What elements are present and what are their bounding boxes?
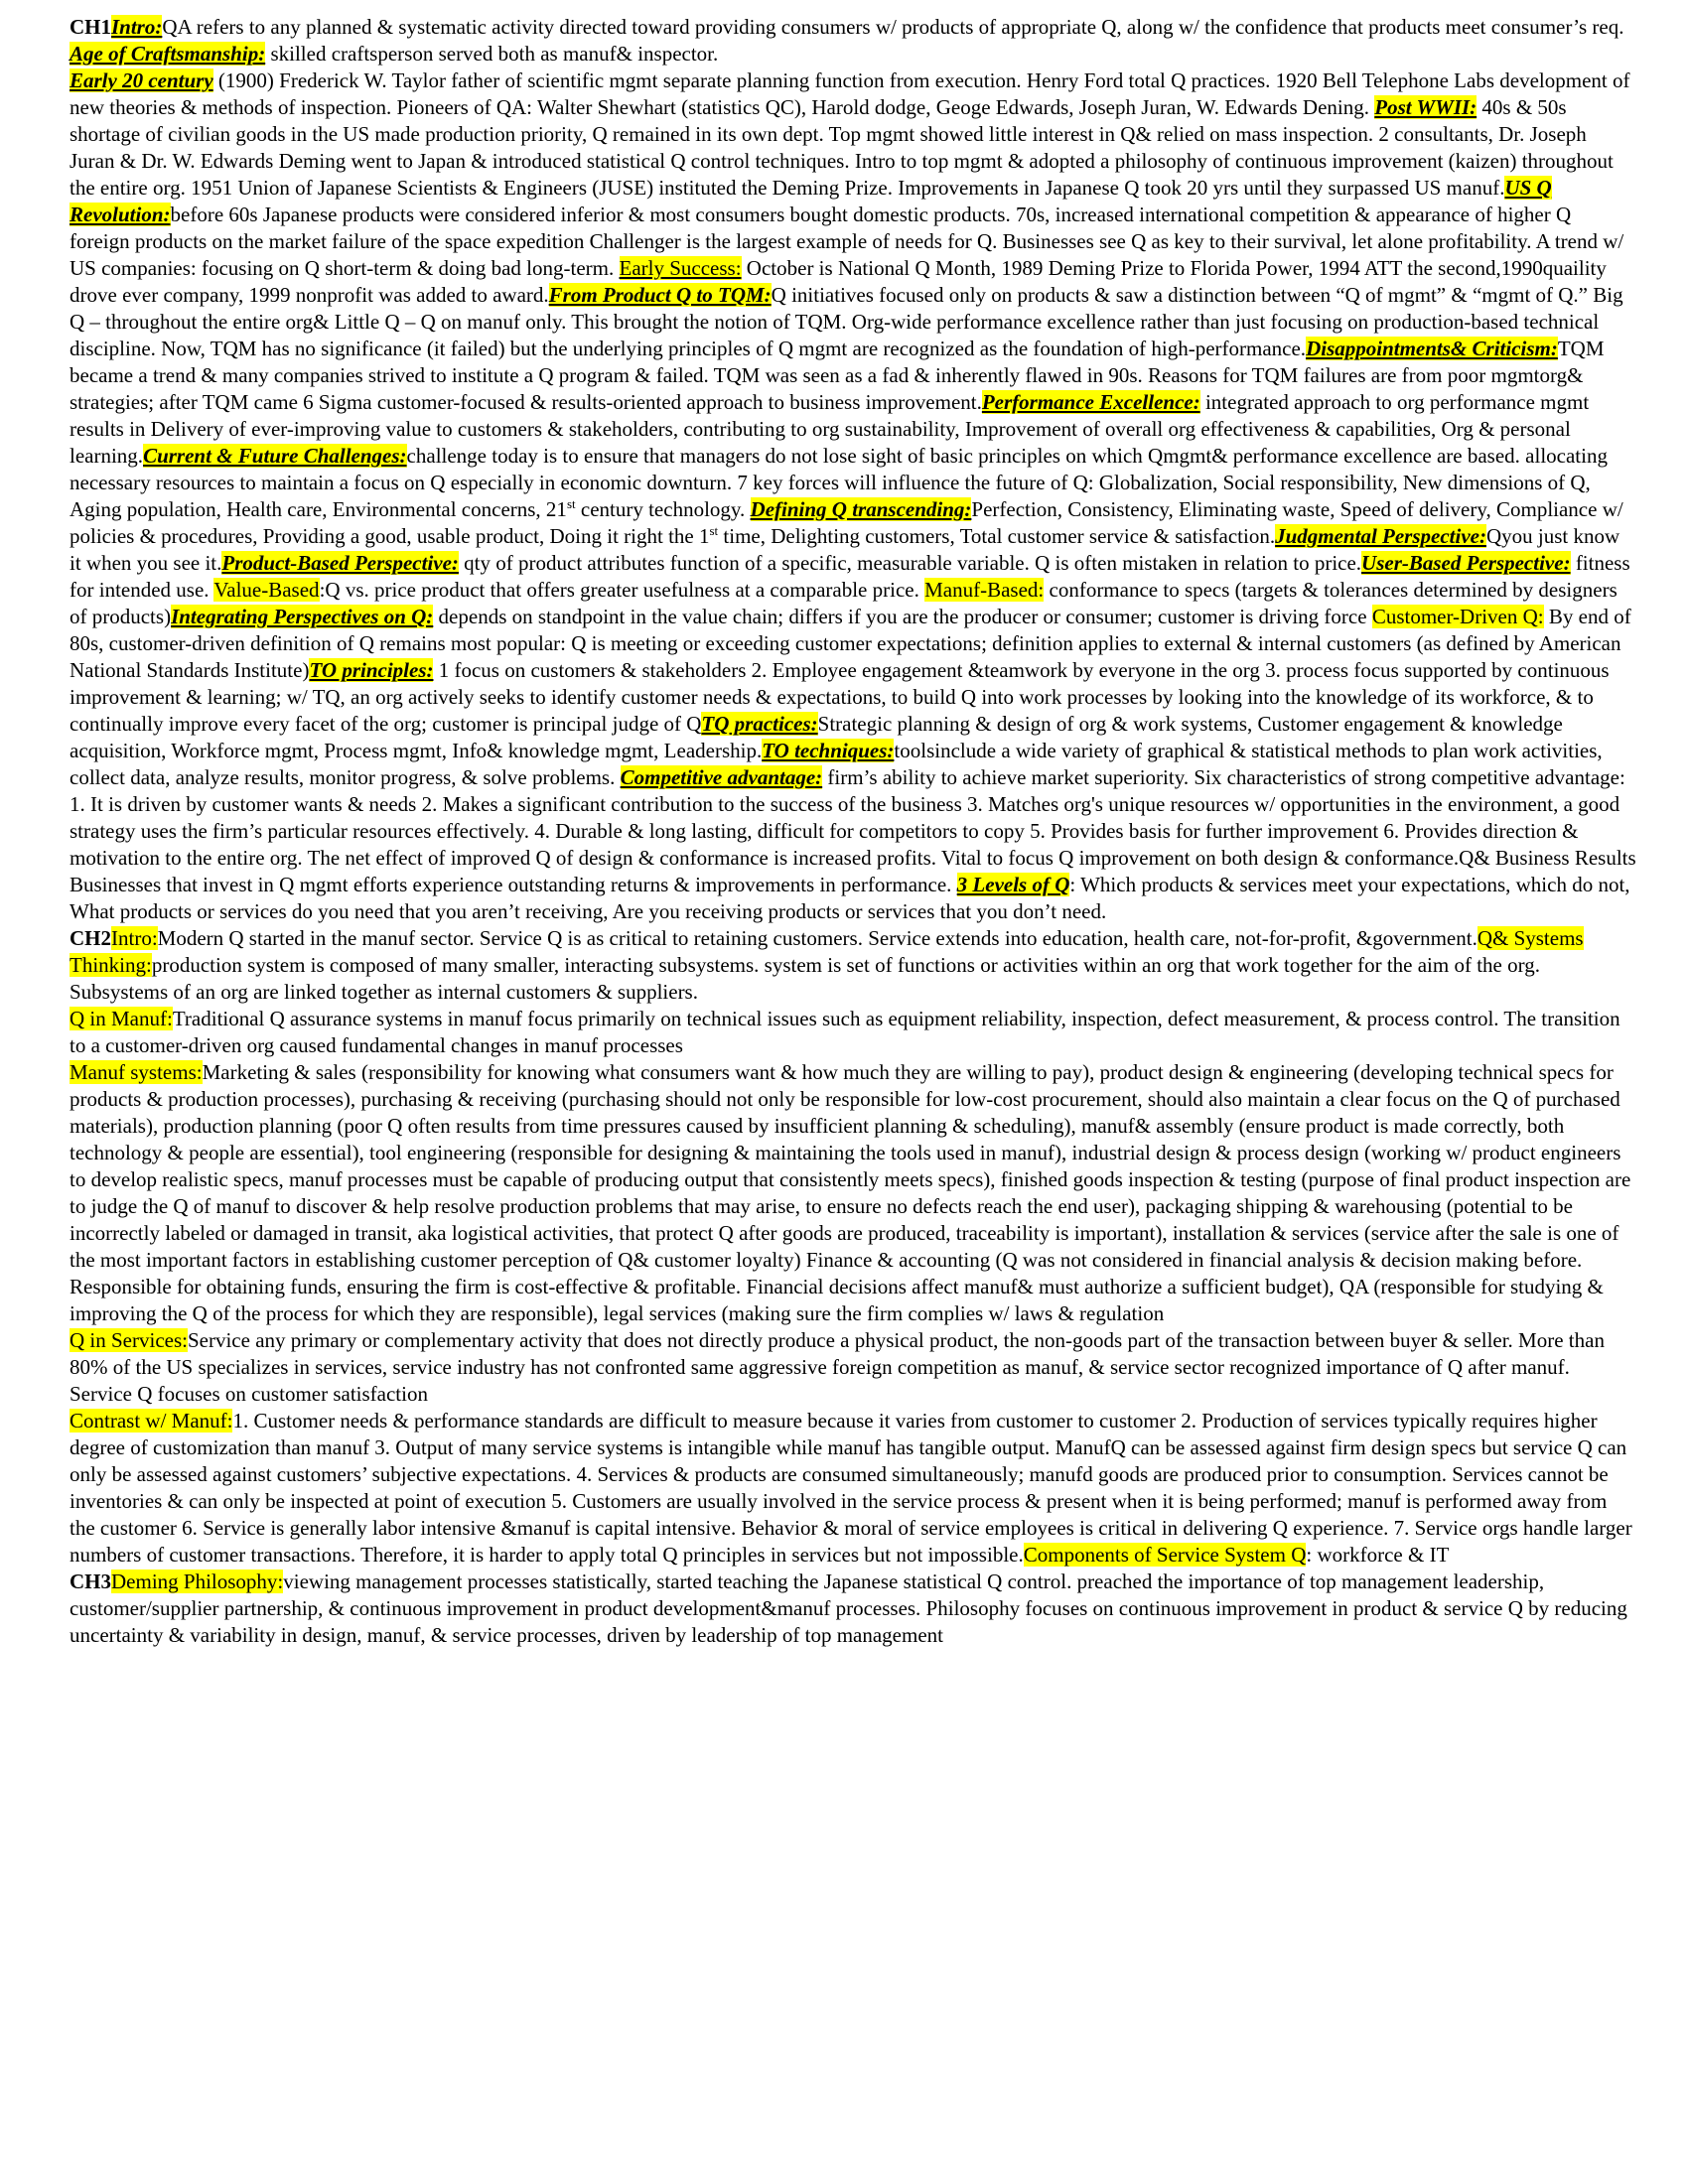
body-text: conformance to specs (targets & tolerances determined by designers of products) bbox=[70, 578, 1618, 628]
highlighted-term: From Product Q to TQM: bbox=[548, 283, 772, 307]
body-text: 1. Customer needs & performance standards are difficult to measure because it varies from customer to customer 2. Production of services typically requires higher degree of customization than manuf 3. Output of many service systems is intangible while manuf has tangible output. ManufQ can be assessed against firm design specs but service Q can only be assessed against customers’ subjective expectations. 4. Services & products are consumed simultaneously; manufd goods are produced prior to consumption. Services cannot be inventories & can only be inspected at point of execution 5. Customers are usually involved in the service process & present when it is being performed; manuf is performed away from the customer 6. Service is generally labor intensive &manuf is capital intensive. Behavior & moral of service employees is critical in delivering Q experience. 7. Service orgs handle larger numbers of customer transactions. Therefore, it is harder to apply total Q principles in services but not impossible. bbox=[70, 1409, 1632, 1567]
body-text: integrated approach to org performance mgmt results in Delivery of ever-improving value to customers & stakeholders, contributing to org sustainability, Improvement of overall org effectiveness & capabilities, Org & personal learning. bbox=[70, 390, 1590, 468]
body-text: firm’s ability to achieve market superiority. Six characteristics of strong competitive advantage: 1. It is driven by customer wants & needs 2. Makes a significant contribution to the success of the business 3. Matches org's unique resources w/ opportunities in the environment, a good strategy uses the firm’s particular resources effectively. 4. Durable & long lasting, difficult for competitors to copy 5. Provides basis for further improvement 6. Provides direction & motivation to the entire org. The net effect of improved Q of design & conformance is increased profits. Vital to focus Q improvement on both design & conformance.Q& Business Results Businesses that invest in Q mgmt efforts experience outstanding returns & improvements in performance. bbox=[70, 765, 1636, 896]
highlighted-term: Customer-Driven Q: bbox=[1371, 605, 1544, 628]
body-text: qty of product attributes function of a specific, measurable variable. Q is often mistaken in relation to price. bbox=[458, 551, 1362, 575]
highlighted-term: Post WWII: bbox=[1374, 95, 1477, 119]
body-text: Perfection, Consistency, Eliminating waste, Speed of delivery, Compliance w/ policies & procedures, Providing a good, usable product, Doing it right the 1 bbox=[70, 497, 1623, 548]
highlighted-term: Contrast w/ Manuf: bbox=[70, 1409, 233, 1433]
paragraphs-container bbox=[70, 14, 1636, 1649]
highlighted-term: Product-Based Perspective: bbox=[221, 551, 459, 575]
body-text: century technology. bbox=[575, 497, 751, 521]
highlighted-term: Early Success: bbox=[619, 256, 742, 280]
highlighted-term: Competitive advantage: bbox=[620, 765, 823, 789]
body-text: QA refers to any planned & systematic activity directed toward providing consumers w/ products of appropriate Q, along w/ the confidence that products meet consumer’s req. bbox=[162, 15, 1624, 39]
highlighted-term: Early 20 century bbox=[70, 68, 213, 92]
paragraph bbox=[70, 1569, 1636, 1649]
highlighted-term: Disappointments& Criticism: bbox=[1306, 337, 1558, 360]
highlighted-term: Age of Craftsmanship: bbox=[70, 42, 266, 66]
body-text: : Which products & services meet your expectations, which do not, What products or services do you need that you aren’t receiving, Are you receiving products or services that you don’t need. bbox=[70, 873, 1630, 923]
body-text: challenge today is to ensure that managers do not lose sight of basic principles on which Qmgmt& performance excellence are based. allocating necessary resources to maintain a focus on Q especially in economic downturn. 7 key forces will influence the future of Q: Globalization, Social responsibility, New dimensions of Q, Aging population, Health care, Environmental concerns, 21 bbox=[70, 444, 1608, 521]
body-text: fitness for intended use. bbox=[70, 551, 1630, 602]
body-text: :Q vs. price product that offers greater usefulness at a comparable price. bbox=[319, 578, 925, 602]
body-text: October is National Q Month, 1989 Deming Prize to Florida Power, 1994 ATT the second,1990quaility drove ever company, 1999 nonprofit was added to award. bbox=[70, 256, 1607, 307]
highlighted-term: Q& Systems Thinking: bbox=[70, 926, 1584, 977]
body-text: 1 focus on customers & stakeholders 2. Employee engagement &teamwork by everyone in the org 3. process focus supported by continuous improvement & learning; w/ TQ, an org actively seeks to identify customer needs & expectations, to build Q into work processes by looking into the knowledge of its workforce, & to continually improve every facet of the org; customer is principal judge of Q bbox=[70, 658, 1610, 736]
highlighted-term: US Q Revolution: bbox=[70, 176, 1552, 226]
highlighted-term: TQ practices: bbox=[701, 712, 818, 736]
highlighted-term: Manuf-Based: bbox=[924, 578, 1045, 602]
highlighted-term: User-Based Perspective: bbox=[1361, 551, 1571, 575]
highlighted-term: Components of Service System Q bbox=[1023, 1543, 1307, 1567]
chapter-label: CH2 bbox=[70, 926, 111, 950]
paragraph bbox=[70, 1059, 1636, 1327]
body-text: production system is composed of many smaller, interacting subsystems. system is set of functions or activities within an org that work together for the aim of the org. Subsystems of an org are linked together as internal customers & suppliers. bbox=[70, 953, 1540, 1004]
highlighted-term: Manuf systems: bbox=[70, 1060, 203, 1084]
body-text: Traditional Q assurance systems in manuf focus primarily on technical issues such as equipment reliability, inspection, defect measurement, & process control. The transition to a customer-driven org caused fundamental changes in manuf processes bbox=[70, 1007, 1620, 1057]
highlighted-term: Q in Manuf: bbox=[70, 1007, 173, 1030]
superscript-text: st bbox=[709, 523, 719, 538]
body-text: (1900) Frederick W. Taylor father of scientific mgmt separate planning function from execution. Henry Ford total Q practices. 1920 Bell Telephone Labs development of new theories & methods of inspection. Pioneers of QA: Walter Shewhart (statistics QC), Harold dodge, Geoge Edwards, Joseph Juran, W. Edwards Dening. bbox=[70, 68, 1630, 119]
superscript-text: st bbox=[566, 496, 576, 511]
body-text: Service any primary or complementary activity that does not directly produce a physical product, the non-goods part of the transaction between buyer & seller. More than 80% of the US specializes in services, service industry has not confronted same aggressive foreign competition as manuf, & service sector recognized importance of Q after manuf. Service Q focuses on customer satisfaction bbox=[70, 1328, 1605, 1406]
body-text: 40s & 50s shortage of civilian goods in the US made production priority, Q remained in its own dept. Top mgmt showed little interest in Q& relied on mass inspection. 2 consultants, Dr. Joseph Juran & Dr. W. Edwards Deming went to Japan & introduced statistical Q control techniques. Intro to top mgmt & adopted a philosophy of continuous improvement (kaizen) throughout the entire org. 1951 Union of Japanese Scientists & Engineers (JUSE) instituted the Deming Prize. Improvements in Japanese Q took 20 yrs until they surpassed US manuf. bbox=[70, 95, 1614, 200]
paragraph bbox=[70, 1408, 1636, 1569]
body-text: viewing management processes statistically, started teaching the Japanese statistical Q control. preached the importance of top management leadership, customer/supplier partnership, & continuous improvement in product development&manuf processes. Philosophy focuses on continuous improvement in product & service Q by reducing uncertainty & variability in design, manuf, & service processes, driven by leadership of top management bbox=[70, 1570, 1627, 1647]
highlighted-term: TO techniques: bbox=[762, 739, 895, 762]
body-text: Strategic planning & design of org & work systems, Customer engagement & knowledge acquisition, Workforce mgmt, Process mgmt, Info& knowledge mgmt, Leadership. bbox=[70, 712, 1563, 762]
highlighted-term: Performance Excellence: bbox=[981, 390, 1200, 414]
highlighted-term: Integrating Perspectives on Q: bbox=[171, 605, 434, 628]
paragraph bbox=[70, 1327, 1636, 1408]
paragraph bbox=[70, 1006, 1636, 1059]
highlighted-term: Judgmental Perspective: bbox=[1275, 524, 1486, 548]
body-text: : workforce & IT bbox=[1306, 1543, 1450, 1567]
paragraph bbox=[70, 14, 1636, 68]
paragraph bbox=[70, 925, 1636, 1006]
body-text: toolsinclude a wide variety of graphical & statistical methods to plan work activities, collect data, analyze results, monitor progress, & solve problems. bbox=[70, 739, 1603, 789]
body-text: skilled craftsperson served both as manuf& inspector. bbox=[265, 42, 719, 66]
chapter-label: CH3 bbox=[70, 1570, 111, 1593]
highlighted-term: Value-Based bbox=[213, 578, 320, 602]
highlighted-term: Defining Q transcending: bbox=[750, 497, 972, 521]
body-text: depends on standpoint in the value chain; differs if you are the producer or consumer; customer is driving force bbox=[433, 605, 1372, 628]
body-text: Marketing & sales (responsibility for knowing what consumers want & how much they are willing to pay), product design & engineering (developing technical specs for products & production processes), purchasing & receiving (purchasing should not only be responsible for low-cost procurement, should also maintain a clear focus on the Q of purchased materials), production planning (poor Q often results from time pressures caused by insufficient planning & scheduling), manuf& assembly (ensure product is made correctly, both technology & people are essential), tool engineering (responsible for designing & maintaining the tools used in manuf), industrial design & process design (working w/ product engineers to develop realistic specs, manuf processes must be capable of producing output that consistently meets specs), finished goods inspection & testing (purpose of final product inspection are to judge the Q of manuf to discover & help resolve production problems that may arise, to ensure no defects reach the end user), packaging shipping & warehousing (potential to be incorrectly labeled or damaged in transit, aka logistical activities, that protect Q after goods are produced, traceability is important), installation & services (service after the sale is one of the most important factors in establishing customer perception of Q& customer loyalty) Finance & accounting (Q was not considered in financial analysis & decision making before. Responsible for obtaining funds, ensuring the firm is cost-effective & profitable. Financial decisions affect manuf& must authorize a sufficient budget), QA (responsible for studying & improving the Q of the process for which they are responsible), legal services (making sure the firm complies w/ laws & regulation bbox=[70, 1060, 1631, 1325]
chapter-label: CH1 bbox=[70, 15, 111, 39]
paragraph bbox=[70, 68, 1636, 925]
body-text: Qyou just know it when you see it. bbox=[70, 524, 1620, 575]
body-text: TQM became a trend & many companies strived to institute a Q program & failed. TQM was seen as a fad & inherently flawed in 90s. Reasons for TQM failures are from poor mgmtorg& strategies; after TQM came 6 Sigma customer-focused & results-oriented approach to business improvement. bbox=[70, 337, 1605, 414]
highlighted-term: 3 Levels of Q bbox=[956, 873, 1070, 896]
highlighted-term: TO principles: bbox=[309, 658, 434, 682]
highlighted-term: Intro: bbox=[111, 15, 163, 39]
body-text: Modern Q started in the manuf sector. Service Q is as critical to retaining customers. Service extends into education, health care, not-for-profit, &government. bbox=[157, 926, 1477, 950]
highlighted-term: Q in Services: bbox=[70, 1328, 188, 1352]
body-text: Q initiatives focused only on products & saw a distinction between “Q of mgmt” & “mgmt of Q.” Big Q – throughout the entire org& Little Q – Q on manuf only. This brought the notion of TQM. Org-wide performance excellence rather than just focusing on production-based technical discipline. Now, TQM has no significance (it failed) but the underlying principles of Q mgmt are recognized as the foundation of high-performance. bbox=[70, 283, 1623, 360]
highlighted-term: Current & Future Challenges: bbox=[143, 444, 407, 468]
body-text: time, Delighting customers, Total customer service & satisfaction. bbox=[718, 524, 1276, 548]
highlighted-term: Intro: bbox=[111, 926, 158, 950]
body-text: By end of 80s, customer-driven definition of Q remains most popular: Q is meeting or exceeding customer expectations; definition applies to external & internal customers (as defined by American National Standards Institute) bbox=[70, 605, 1631, 682]
highlighted-term: Deming Philosophy: bbox=[111, 1570, 284, 1593]
body-text: before 60s Japanese products were considered inferior & most consumers bought domestic products. 70s, increased international competition & appearance of higher Q foreign products on the market failure of the space expedition Challenger is the largest example of needs for Q. Businesses see Q as key to their survival, let alone profitability. A trend w/ US companies: focusing on Q short-term & doing bad long-term. bbox=[70, 203, 1624, 280]
